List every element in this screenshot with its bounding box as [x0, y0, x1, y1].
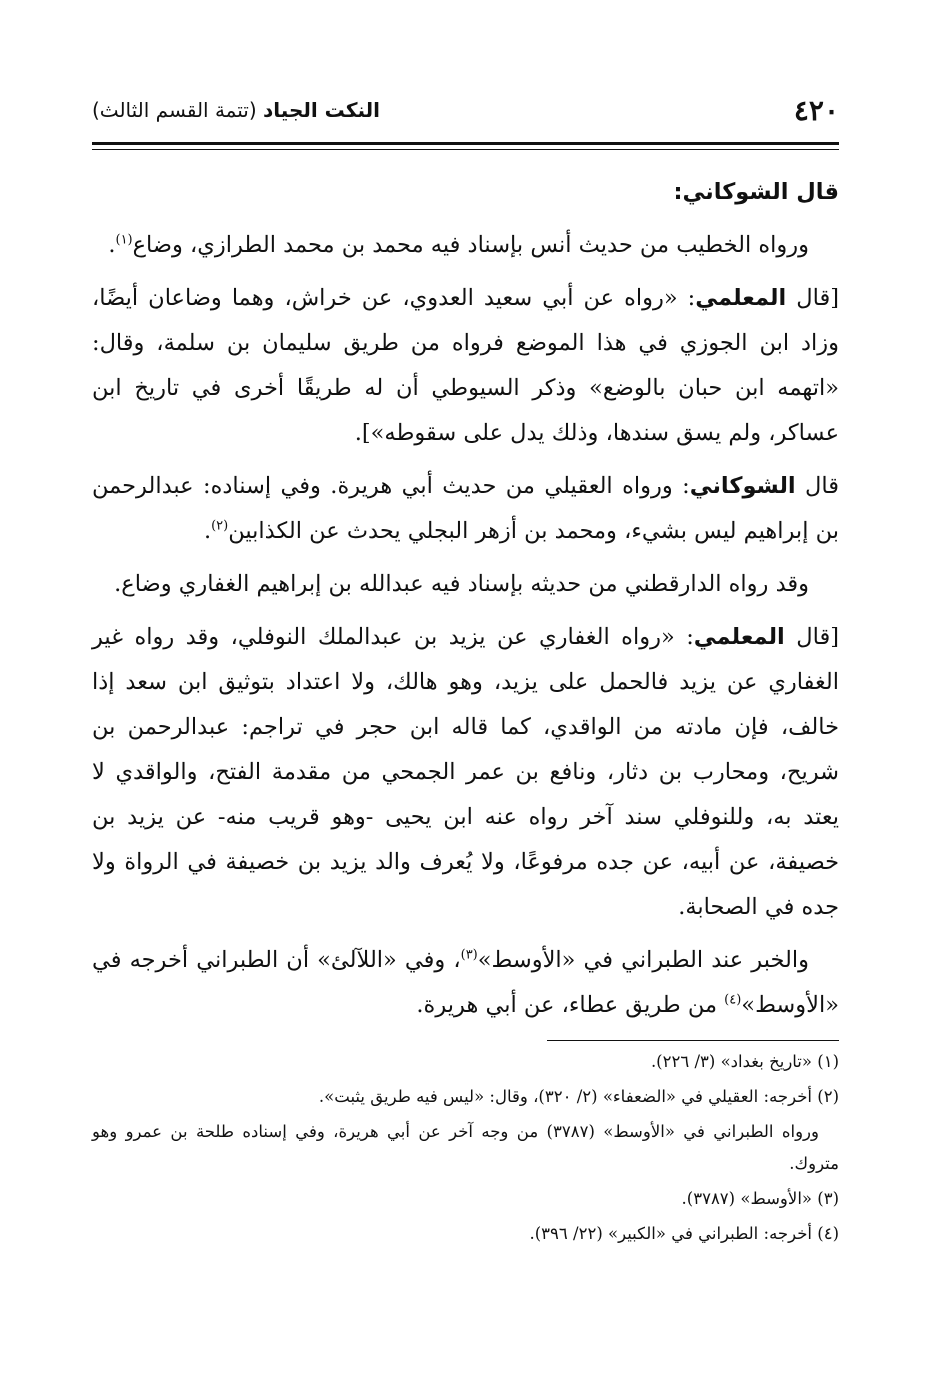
speaker-name: الشوكاني: [689, 473, 796, 499]
footnote-4: (٤) أخرجه: الطبراني في «الكبير» (٢٢/ ٣٩٦).: [529, 1224, 839, 1243]
header-rule: [92, 142, 839, 150]
paragraph-text: من طريق عطاء، عن أبي هريرة.: [416, 992, 725, 1018]
paragraph-end: .: [203, 518, 212, 544]
paragraph-3: [92, 276, 839, 456]
speaker-name: المعلمي: [693, 624, 785, 650]
paragraph-text: ورواه الخطيب من حديث أنس بإسناد فيه محمد بن محمد الطرازي، وضاع: [132, 232, 809, 258]
paragraph-end: .: [108, 232, 116, 258]
bracket-open: [قال: [796, 285, 839, 311]
footnote-ref-2[interactable]: (٢): [211, 518, 229, 534]
paragraph-7: [92, 938, 839, 1028]
paragraph-1: [92, 170, 839, 215]
paragraph-text: : «رواه الغفاري عن يزيد بن عبدالملك النوفلي، وقد رواه غير الغفاري عن يزيد فالحمل على يزيد، وهو هالك، ولا اعتداد بتوثيق ابن سعد إذا خالف، فإن مادته من الواقدي، كما قاله ابن حجر في تراجم: عبدالرحمن بن شريح، ومحارب بن دثار، ونافع بن عمر الجمحي من مقدمة الفتح، والواقدي لا يعتد به، وللنوفلي سند آخر رواه عنه ابن يحيى -وهو قريب منه- عن يزيد بن خصيفة، عن أبيه، عن جده مرفوعًا، ولا يُعرف والد يزيد بن خصيفة في الرواة ولا جده في الصحابة.: [92, 624, 839, 920]
speaker-name: المعلمي: [695, 285, 787, 311]
paragraph-6: [92, 615, 839, 930]
footnotes: [92, 1046, 839, 1253]
paragraph-text: والخبر عند الطبراني في «الأوسط»: [477, 947, 809, 973]
paragraph-5: [92, 562, 839, 607]
footnote-separator: [547, 1040, 839, 1041]
footnote-2-continuation: ورواه الطبراني في «الأوسط» (٣٧٨٧) من وجه آخر عن أبي هريرة، وفي إسناده طلحة بن عمرو وهو متروك.: [92, 1122, 839, 1173]
paragraph-4: [92, 464, 839, 554]
page-header: [92, 92, 839, 128]
page-number: ٤٢٠: [793, 93, 839, 127]
paragraph-text: : «رواه عن أبي سعيد العدوي، عن خراش، وهما وضاعان أيضًا، وزاد ابن الجوزي في هذا الموضع فرواه من طريق سليمان بن سلمة، وقال: «اتهمه ابن حبان بالوضع» وذكر السيوطي أن له طريقًا أخرى في تاريخ ابن عساكر، ولم يسق سندها، وذلك يدل على سقوطه»].: [92, 285, 839, 446]
paragraph-text: : ورواه العقيلي من حديث أبي هريرة. وفي إسناده: عبدالرحمن بن إبراهيم ليس بشيء، ومحمد بن أزهر البجلي يحدث عن الكذابين: [92, 473, 839, 544]
bracket-open: [قال: [796, 624, 839, 650]
speaker-label: قال الشوكاني:: [673, 179, 839, 205]
footnote-1: (١) «تاريخ بغداد» (٣/ ٢٢٦).: [650, 1052, 839, 1071]
book-subtitle: (تتمة القسم الثالث): [92, 98, 257, 122]
book-title: النكت الجياد: [263, 98, 381, 122]
footnote-ref-4[interactable]: (٤): [724, 992, 742, 1008]
footnote-ref-1[interactable]: (١): [115, 232, 133, 248]
paragraph-2: [92, 223, 839, 268]
paragraph-text: وقد رواه الدارقطني من حديثه بإسناد فيه عبدالله بن إبراهيم الغفاري وضاع.: [114, 571, 809, 597]
footnote-3: (٣) «الأوسط» (٣٧٨٧).: [681, 1189, 839, 1208]
speaker-lead: قال: [805, 473, 839, 499]
footnote-ref-3[interactable]: (٣): [460, 947, 478, 963]
paragraph-text: ، وفي «اللآلئ» أن الطبراني أخرجه في «الأوسط»: [92, 947, 839, 1018]
footnote-2: (٢) أخرجه: العقيلي في «الضعفاء» (٢/ ٣٢٠)، وقال: «ليس فيه طريق يثبت».: [318, 1087, 839, 1106]
main-text: [92, 170, 839, 1036]
running-title: [92, 98, 380, 122]
